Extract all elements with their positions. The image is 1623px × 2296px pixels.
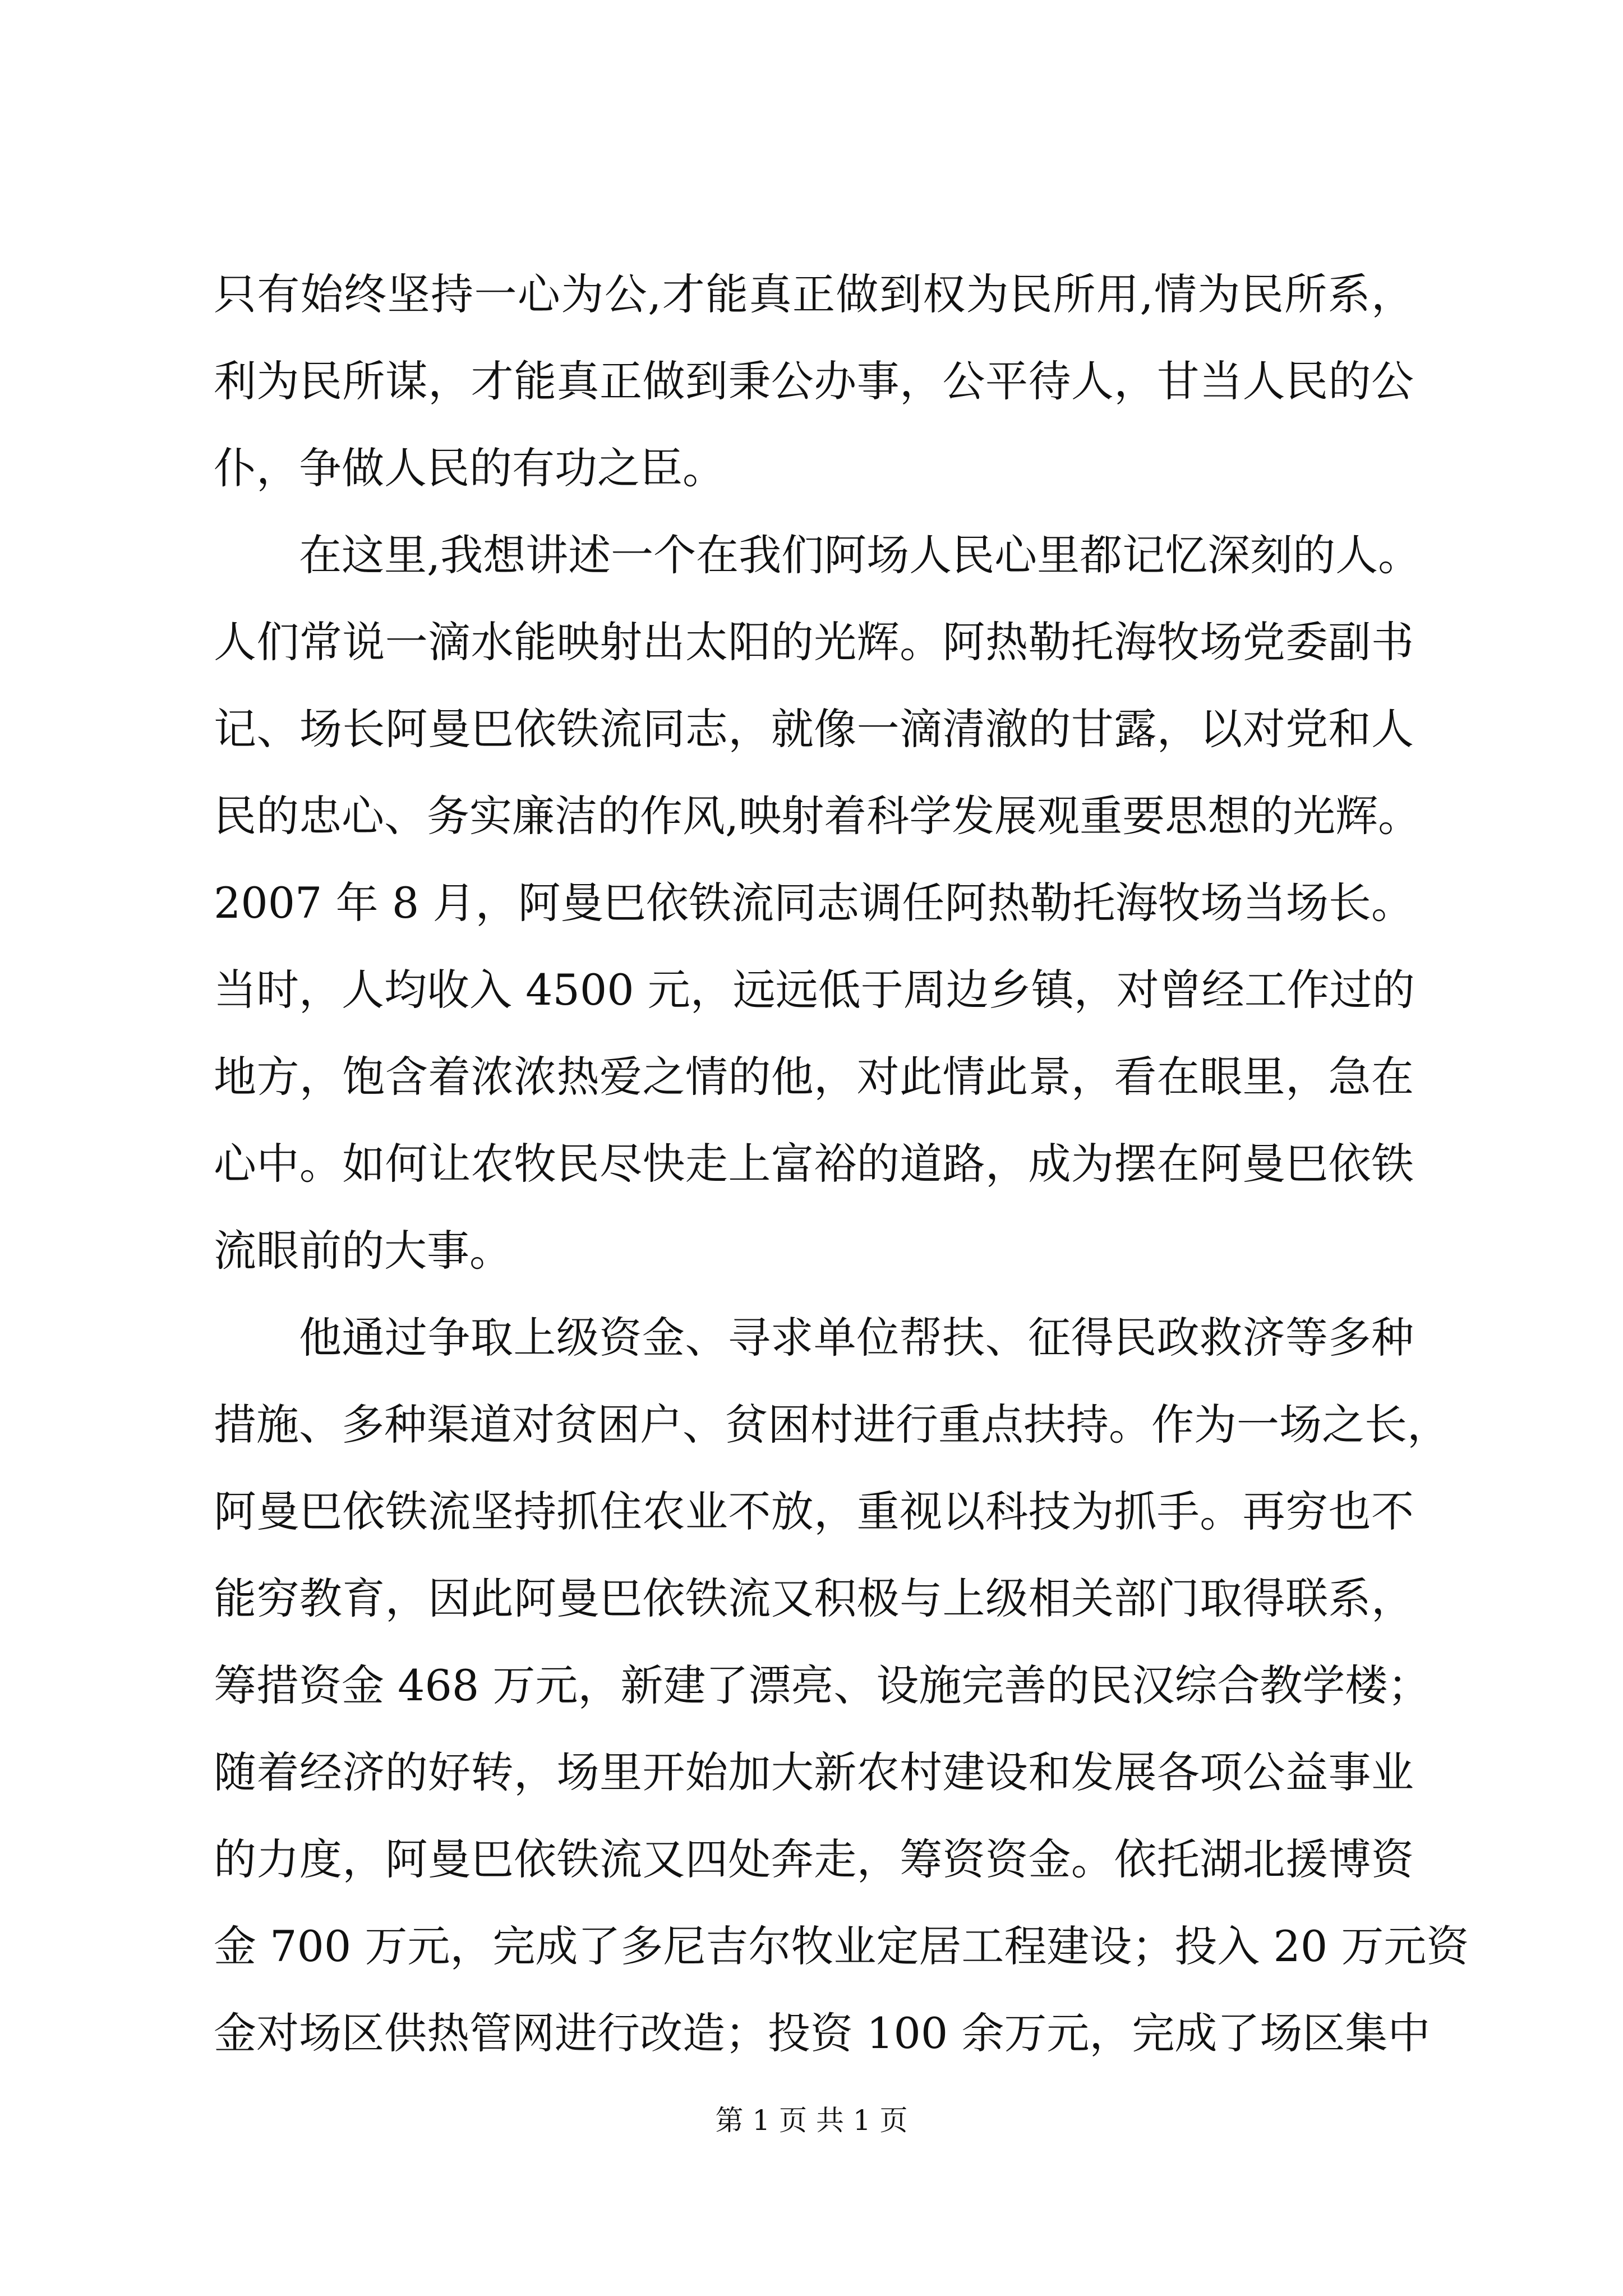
paragraph-first-line: 在这里,我想讲述一个在我们阿场人民心里都记忆深刻的人。 [299,530,1421,580]
text-line: 地方，饱含着浓浓热爱之情的他，对此情此景，看在眼里，急在 [214,1052,1414,1102]
text-line: 阿曼巴依铁流坚持抓住农业不放，重视以科技为抓手。再穷也不 [214,1487,1414,1536]
text-line: 当时，人均收入 4500 元，远远低于周边乡镇，对曾经工作过的 [214,965,1415,1015]
text-line: 心中。如何让农牧民尽快走上富裕的道路，成为摆在阿曼巴依铁 [214,1139,1414,1189]
text-line: 随着经济的好转，场里开始加大新农村建设和发展各项公益事业 [214,1747,1414,1797]
page-footer: 第 1 页 共 1 页 [715,2104,908,2137]
document-body [214,251,1469,2077]
text-line: 仆，争做人民的有功之臣。 [214,443,725,493]
text-line: 的力度，阿曼巴依铁流又四处奔走，筹资资金。依托湖北援博资 [214,1834,1414,1884]
text-line: 能穷教育，因此阿曼巴依铁流又积极与上级相关部门取得联系， [214,1573,1414,1623]
text-line: 只有始终坚持一心为公,才能真正做到权为民所用,情为民所系， [214,269,1414,319]
text-line: 流眼前的大事。 [214,1226,512,1276]
text-line: 筹措资金 468 万元，新建了漂亮、设施完善的民汉综合教学楼； [214,1660,1431,1710]
text-line: 记、场长阿曼巴依铁流同志，就像一滴清澈的甘露，以对党和人 [214,704,1414,754]
text-line: 民的忠心、务实廉洁的作风,映射着科学发展观重要思想的光辉。 [214,791,1421,841]
text-line: 利为民所谋，才能真正做到秉公办事，公平待人，甘当人民的公 [214,356,1414,406]
text-line: 金 700 万元，完成了多尼吉尔牧业定居工程建设；投入 20 万元资 [214,1921,1469,1971]
text-line: 人们常说一滴水能映射出太阳的光辉。阿热勒托海牧场党委副书 [214,617,1414,667]
text-line: 措施、多种渠道对贫困户、贫困村进行重点扶持。作为一场之长， [214,1400,1450,1450]
text-line: 2007 年 8 月，阿曼巴依铁流同志调任阿热勒托海牧场当场长。 [214,878,1414,928]
text-line: 金对场区供热管网进行改造；投资 100 余万元，完成了场区集中 [214,2008,1431,2058]
paragraph-first-line: 他通过争取上级资金、寻求单位帮扶、征得民政救济等多种 [299,1313,1414,1363]
